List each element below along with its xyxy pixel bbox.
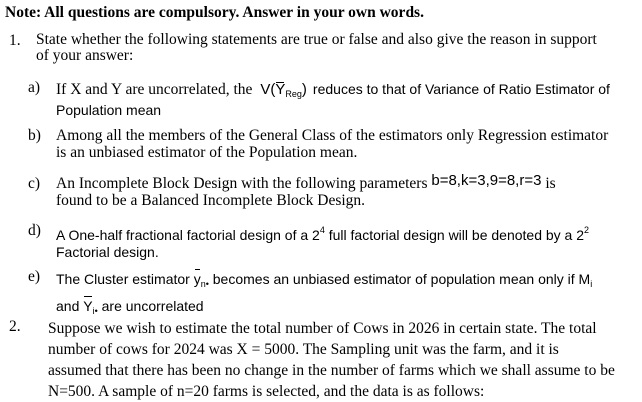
statement-d-label: d): [28, 222, 41, 239]
statement-b-text: [56, 127, 631, 161]
question-1-line: State whether the following statements are true or false and also give the reason in support: [36, 31, 597, 48]
reg-subscript: Reg: [285, 89, 302, 99]
statement-a-label: a): [28, 79, 41, 96]
i-dot-subscript: i•: [92, 306, 98, 316]
statement-c-text: [56, 172, 631, 209]
bibd-parameters: b=8,k=3,9=8,r=3: [431, 172, 542, 189]
statement-a-text: [56, 79, 631, 120]
statement-e-label: e): [28, 268, 41, 285]
statement-d-text: A One-half fractional factorial design of a $2^4$ full factorial design will be denoted by a $2^2$ Factorial design.: [56, 222, 631, 261]
statement-c-post: is: [545, 175, 556, 192]
question-2-number: 2.: [9, 318, 21, 335]
statement-d-line2: Factorial design.: [56, 244, 159, 260]
question-1-number: 1.: [9, 32, 21, 49]
exponent-2: 2: [584, 225, 590, 235]
statement-e-text: The Cluster estimator $y_{n•}$ becomes an unbiased estimator of population mean only if $M_i$ and $Y_{i•}$ are uncorrelated: [56, 268, 631, 322]
statement-b-line2: is an unbiased estimator of the Population mean.: [56, 144, 358, 161]
statement-a-line2: Population mean: [56, 102, 162, 118]
question-2-line: assumed that there has been no change in the number of farms which we shall assume to be: [48, 362, 615, 379]
y-bar-cluster-symbol: y: [194, 268, 201, 290]
question-2-line: Suppose we wish to estimate the total number of Cows in 2026 in certain state. The total: [48, 320, 597, 337]
exponent-4: 4: [319, 225, 325, 235]
question-1-line: of your answer:: [36, 47, 134, 64]
Y-bar-cluster-symbol: Y: [83, 295, 92, 317]
question-1-prompt: [36, 32, 636, 64]
statement-c-pre: An Incomplete Block Design with the following parameters: [56, 175, 428, 192]
instructions-note: Note: All questions are compulsory. Answer in your own words.: [5, 4, 424, 21]
statement-c-line2: found to be a Balanced Incomplete Block Design.: [56, 192, 366, 209]
question-2-line: N=500. A sample of n=20 farms is selected, and the data is as follows:: [48, 383, 485, 400]
y-bar-symbol: Y: [275, 81, 286, 98]
statement-a-pre: If X and Y are uncorrelated, the: [56, 81, 253, 98]
statement-c-label: c): [28, 175, 41, 192]
m-subscript: i: [590, 279, 593, 289]
n-dot-subscript: n•: [200, 279, 209, 289]
question-2-text: [48, 318, 638, 402]
question-2-line: number of cows for 2024 was X = 5000. The Sampling unit was the farm, and it is: [48, 341, 559, 358]
variance-expression: $V(Y_{Reg})$: [260, 81, 307, 99]
statement-a-post: reduces to that of Variance of Ratio Estimator of: [312, 81, 610, 97]
statement-b-label: b): [28, 127, 41, 144]
statement-b-line1: Among all the members of the General Class of the estimators only Regression estimator: [56, 127, 609, 144]
